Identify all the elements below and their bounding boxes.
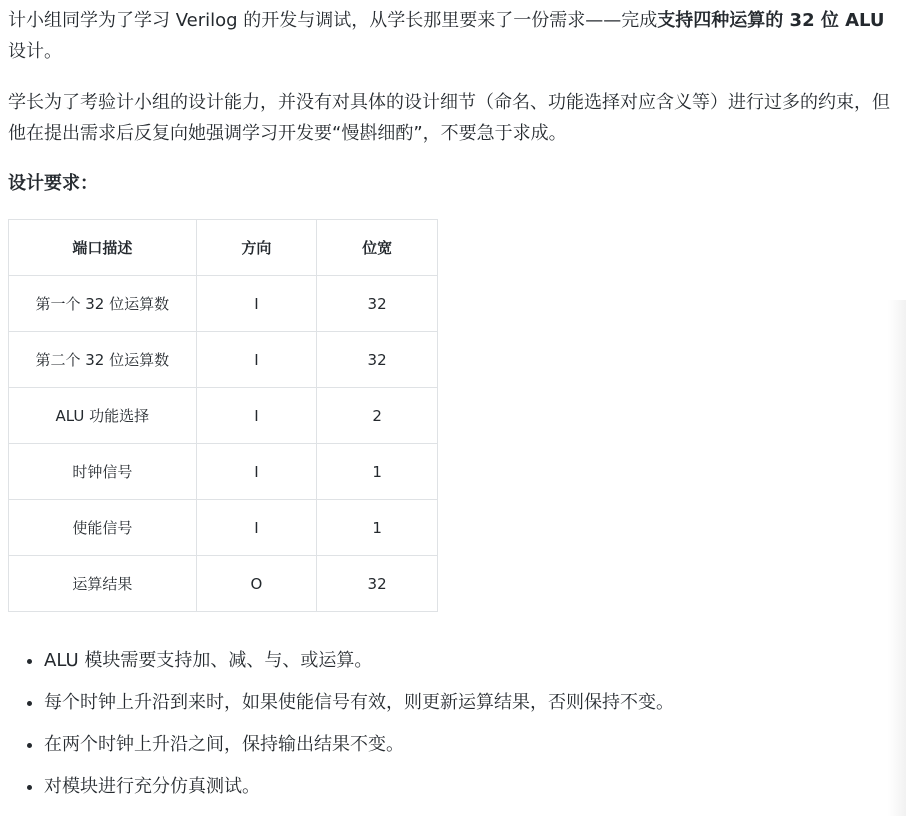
header-port-description: 端口描述	[9, 220, 197, 276]
list-item: • 在两个时钟上升沿之间，保持输出结果不变。	[44, 732, 900, 758]
table-row	[9, 276, 438, 332]
cell-port: 运算结果	[9, 556, 197, 612]
cell-port: ALU 功能选择	[9, 388, 197, 444]
intro-paragraph-2: 学长为了考验计小组的设计能力，并没有对具体的设计细节（命名、功能选择对应含义等）进行过多的约束，但他在提出需求后反复向她强调学习开发要“慢斟细酌”，不要急于求成。	[8, 92, 890, 144]
table-row	[9, 556, 438, 612]
cell-width: 32	[317, 332, 438, 388]
table-row	[9, 388, 438, 444]
document-content	[8, 0, 900, 816]
intro-tail-text: 设计。	[8, 41, 62, 62]
cell-direction: I	[196, 332, 317, 388]
cell-port: 第一个 32 位运算数	[9, 276, 197, 332]
requirements-list	[8, 648, 900, 800]
intro-text: 计小组同学为了学习 Verilog 的开发与调试，从学长那里要来了一份需求——完成	[8, 10, 658, 31]
table-row	[9, 444, 438, 500]
scroll-shade	[888, 300, 906, 816]
list-item: • 每个时钟上升沿到来时，如果使能信号有效，则更新运算结果，否则保持不变。	[44, 690, 900, 716]
cell-port: 时钟信号	[9, 444, 197, 500]
cell-width: 2	[317, 388, 438, 444]
cell-port: 第二个 32 位运算数	[9, 332, 197, 388]
port-spec-table	[8, 219, 438, 612]
intro-paragraph-1	[8, 5, 900, 67]
cell-width: 32	[317, 276, 438, 332]
cell-width: 32	[317, 556, 438, 612]
cell-width: 1	[317, 444, 438, 500]
cell-width: 1	[317, 500, 438, 556]
table-row	[9, 500, 438, 556]
section-title: 设计要求：	[8, 173, 98, 194]
cell-port: 使能信号	[9, 500, 197, 556]
header-width: 位宽	[317, 220, 438, 276]
table-row	[9, 332, 438, 388]
cell-direction: I	[196, 276, 317, 332]
cell-direction: O	[196, 556, 317, 612]
intro-bold-text: 支持四种运算的 32 位 ALU	[657, 10, 885, 31]
list-item: • 对模块进行充分仿真测试。	[44, 774, 900, 800]
table-header-row	[9, 220, 438, 276]
list-item: • ALU 模块需要支持加、减、与、或运算。	[44, 648, 900, 674]
cell-direction: I	[196, 388, 317, 444]
cell-direction: I	[196, 444, 317, 500]
cell-direction: I	[196, 500, 317, 556]
header-direction: 方向	[196, 220, 317, 276]
